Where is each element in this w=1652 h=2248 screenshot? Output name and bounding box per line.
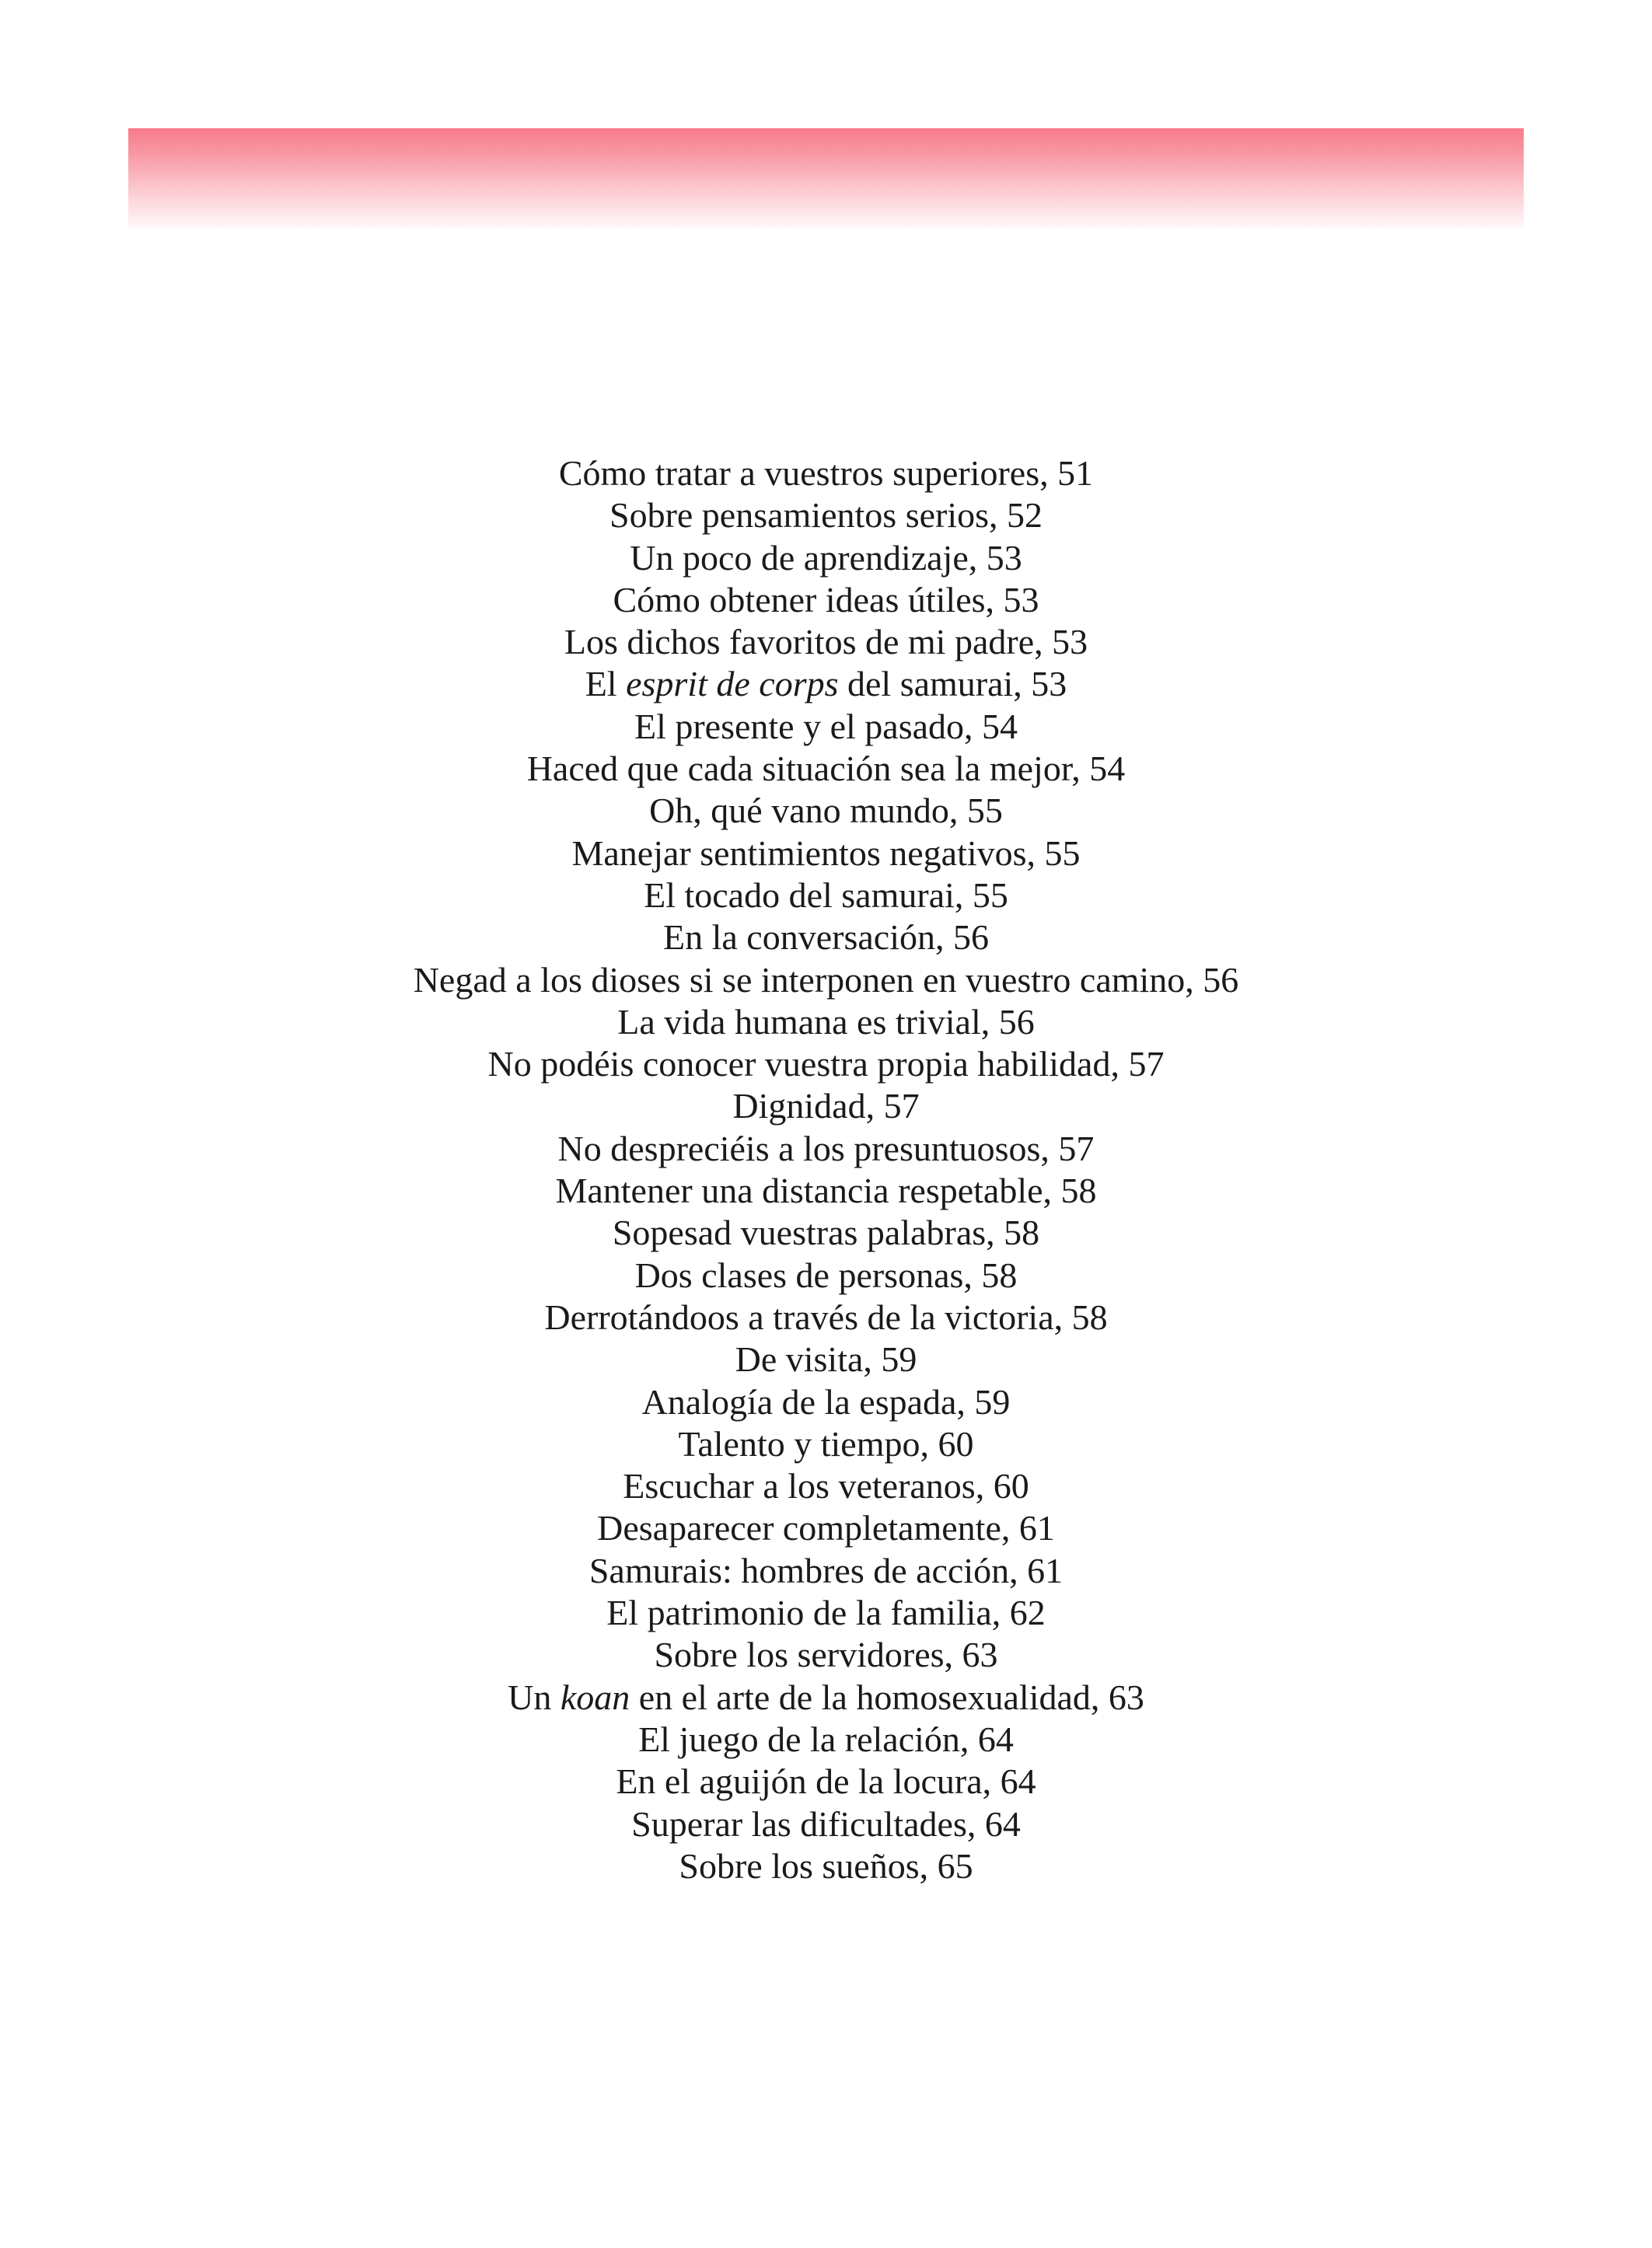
toc-entry: La vida humana es trivial, 56 <box>617 1001 1035 1042</box>
toc-entry: Superar las dificultades, 64 <box>631 1803 1021 1844</box>
toc-entry-text: en el arte de la homosexualidad, 63 <box>630 1677 1144 1717</box>
toc-entry: El presente y el pasado, 54 <box>634 706 1018 746</box>
toc-entry <box>0 1677 1652 1719</box>
toc-entry: Talento y tiempo, 60 <box>678 1423 974 1464</box>
toc-entry: En la conversación, 56 <box>663 917 989 958</box>
toc-entry: No despreciéis a los presuntuosos, 57 <box>557 1128 1095 1168</box>
toc-entry: Samurais: hombres de acción, 61 <box>589 1550 1063 1590</box>
toc-entry: Sobre los sueños, 65 <box>679 1845 973 1886</box>
toc-entry: Haced que cada situación sea la mejor, 54 <box>526 749 1126 789</box>
toc-entry: Analogía de la espada, 59 <box>641 1381 1011 1422</box>
table-of-contents <box>0 452 1652 1887</box>
toc-entry-text: Un <box>508 1677 561 1717</box>
toc-entry-italic-term: koan <box>560 1677 630 1717</box>
header-band <box>128 128 1524 228</box>
toc-entry: Dos clases de personas, 58 <box>634 1255 1018 1295</box>
toc-entry: De visita, 59 <box>735 1339 917 1380</box>
toc-entry: El tocado del samurai, 55 <box>644 874 1008 915</box>
toc-entry: Sobre los servidores, 63 <box>654 1635 998 1675</box>
toc-entry: Sopesad vuestras palabras, 58 <box>612 1213 1040 1253</box>
toc-entry-text: El <box>585 664 627 704</box>
toc-entry: Cómo obtener ideas útiles, 53 <box>613 579 1039 620</box>
toc-entry <box>0 663 1652 705</box>
toc-entry: En el aguijón de la locura, 64 <box>616 1761 1036 1802</box>
toc-entry: Mantener una distancia respetable, 58 <box>555 1171 1097 1211</box>
toc-entry: Los dichos favoritos de mi padre, 53 <box>564 622 1088 662</box>
toc-entry: El patrimonio de la familia, 62 <box>606 1593 1046 1633</box>
toc-entry: Oh, qué vano mundo, 55 <box>649 791 1003 831</box>
toc-entry: Desaparecer completamente, 61 <box>597 1508 1055 1548</box>
toc-entry-italic-term: esprit de corps <box>626 664 839 704</box>
toc-entry: Sobre pensamientos serios, 52 <box>609 495 1043 536</box>
toc-entry: Manejar sentimientos negativos, 55 <box>571 833 1081 873</box>
toc-entry: Dignidad, 57 <box>732 1086 920 1126</box>
toc-entry: El juego de la relación, 64 <box>638 1719 1014 1759</box>
toc-entry: Escuchar a los veteranos, 60 <box>623 1466 1029 1506</box>
toc-entry: Derrotándoos a través de la victoria, 58 <box>544 1297 1108 1337</box>
toc-entry: Un poco de aprendizaje, 53 <box>630 537 1022 578</box>
toc-entry: Cómo tratar a vuestros superiores, 51 <box>558 453 1094 493</box>
toc-entry: No podéis conocer vuestra propia habilidad, 57 <box>487 1044 1165 1084</box>
toc-entry-text: del samurai, 53 <box>838 664 1067 704</box>
toc-entry: Negad a los dioses si se interponen en vuestro camino, 56 <box>413 959 1239 1000</box>
